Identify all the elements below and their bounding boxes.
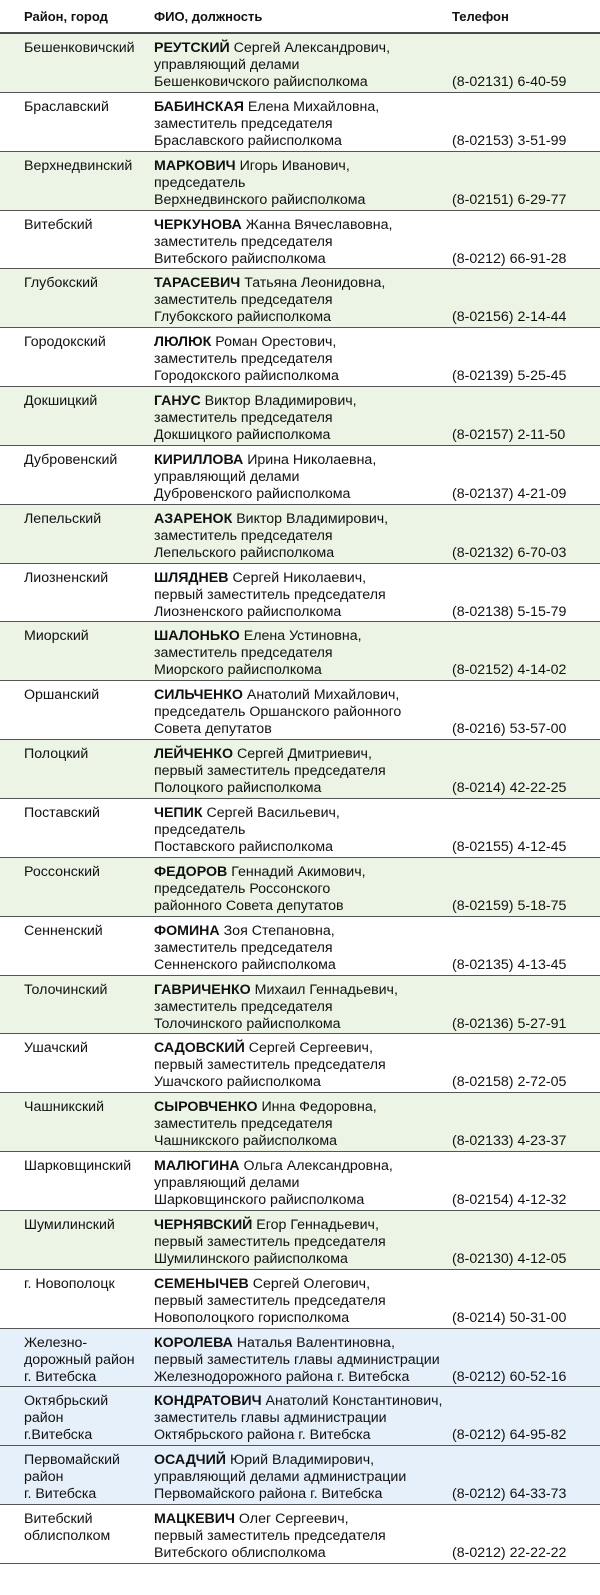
person-position: председатель Верхнедвинского райисполкома [154, 174, 366, 208]
phone-number: (8-0212) 64-95-82 [452, 1427, 567, 1444]
phone-number: (8-02151) 6-29-77 [452, 191, 567, 208]
person-cell: ЧЕРКУНОВА Жанна Вячеславовна, заместитель председателя Витебского райисполкома [154, 217, 454, 268]
person-given-name: Роман Орестович [215, 334, 333, 351]
district-name: Лепельский [24, 510, 102, 527]
person-cell: ЛЕЙЧЕНКО Сергей Дмитриевич, первый заместитель председателя Полоцкого райисполкома [154, 746, 454, 797]
person-position: заместитель председателя Глубокского райисполкома [154, 292, 333, 326]
district-name: Витебский [24, 216, 93, 233]
table-row [0, 799, 600, 858]
table-row [0, 1093, 600, 1152]
table-row [0, 93, 600, 152]
person-given-name: Егор Геннадьевич [256, 1216, 375, 1233]
table-row [0, 1329, 600, 1388]
table-row [0, 1446, 600, 1505]
person-surname: РЕУТСКИЙ [154, 40, 230, 56]
phone-number: (8-02159) 5-18-75 [452, 897, 567, 914]
column-header-phone: Телефон [452, 9, 509, 24]
district-name: Толочинский [24, 981, 108, 998]
person-cell: БАБИНСКАЯ Елена Михайловна, заместитель председателя Браславского райисполкома [154, 99, 454, 150]
table-row [0, 269, 600, 328]
phone-number: (8-0212) 66-91-28 [452, 250, 567, 267]
district-name: Витебский облисполком [24, 1511, 111, 1545]
person-surname: ТАРАСЕВИЧ [154, 275, 241, 292]
district-name: Шарковщинский [24, 1158, 132, 1175]
person-cell: ГАВРИЧЕНКО Михаил Геннадьевич, заместитель председателя Толочинского райисполкома [154, 982, 454, 1033]
table-row [0, 681, 600, 740]
person-given-name: Зоя Степановна [223, 922, 331, 939]
person-position: управляющий делами Шарковщинского райисполкома [154, 1175, 365, 1209]
phone-number: (8-02137) 4-21-09 [452, 485, 567, 502]
person-position: первый заместитель председателя Новополоцкого горисполкома [154, 1292, 386, 1326]
person-given-name: Ольга Александровна [243, 1158, 389, 1175]
table-row [0, 505, 600, 564]
district-name: Бешенковичский [24, 40, 135, 56]
table-row [0, 1034, 600, 1093]
person-position: председатель Россонского районного Совета депутатов [154, 880, 344, 914]
person-given-name: Ирина Николаевна [247, 451, 373, 468]
district-name: Поставский [24, 804, 100, 821]
person-cell: КОРОЛЕВА Наталья Валентиновна, первый заместитель главы администрации Железнодорожного района г. Витебска [154, 1335, 454, 1386]
phone-number: (8-0212) 22-22-22 [452, 1545, 567, 1562]
person-position: заместитель председателя Сенненского райисполкома [154, 939, 336, 973]
person-given-name: Анатолий Константинович [265, 1393, 439, 1410]
district-name: Дубровенский [24, 451, 118, 468]
district-name: Лиозненский [24, 569, 109, 586]
person-position: первый заместитель председателя Полоцкого райисполкома [154, 763, 386, 797]
person-given-name: Анатолий Михайлович [246, 687, 396, 704]
person-surname: СЕМЕНЫЧЕВ [154, 1275, 249, 1292]
person-given-name: Игорь Иванович [239, 157, 346, 174]
person-given-name: Сергей Сергеевич [248, 1040, 369, 1057]
phone-number: (8-02132) 6-70-03 [452, 544, 567, 561]
column-header-person: ФИО, должность [154, 9, 263, 24]
person-cell: ЧЕРНЯВСКИЙ Егор Геннадьевич, первый заместитель председателя Шумилинского райисполкома [154, 1217, 454, 1268]
person-given-name: Жанна Вячеславовна [245, 216, 389, 233]
person-surname: КИРИЛЛОВА [154, 451, 244, 468]
district-name: Ушачский [24, 1040, 88, 1057]
person-cell: АЗАРЕНОК Виктор Владимирович, заместитель председателя Лепельского райисполкома [154, 511, 454, 562]
district-name: Оршанский [24, 687, 100, 704]
person-surname: ЧЕРНЯВСКИЙ [154, 1216, 253, 1233]
phone-number: (8-0216) 53-57-00 [452, 721, 567, 738]
person-position: заместитель председателя Лепельского райисполкома [154, 527, 335, 561]
person-given-name: Олег Сергеевич [238, 1511, 345, 1528]
person-position: первый заместитель главы администрации Железнодорожного района г. Витебска [154, 1351, 440, 1385]
person-cell: ШЛЯДНЕВ Сергей Николаевич, первый заместитель председателя Лиозненского райисполкома [154, 570, 454, 621]
district-name: Чашникский [24, 1099, 105, 1116]
person-given-name: Сергей Николаевич [232, 569, 363, 586]
person-position: первый заместитель председателя Ушачского райисполкома [154, 1057, 386, 1091]
person-position: первый заместитель председателя Лиозненского райисполкома [154, 586, 386, 620]
person-position: управляющий делами Бешенковичского райисполкома [154, 57, 368, 90]
person-cell: ФОМИНА Зоя Степановна, заместитель председателя Сенненского райисполкома [154, 923, 454, 974]
person-position: заместитель председателя Браславского райисполкома [154, 115, 342, 149]
phone-number: (8-0214) 42-22-25 [452, 780, 567, 797]
table-row [0, 387, 600, 446]
table-row [0, 564, 600, 623]
person-given-name: Сергей Александрович [233, 40, 387, 56]
person-position: заместитель главы администрации Октябрьского района г. Витебска [154, 1410, 387, 1444]
person-cell: ТАРАСЕВИЧ Татьяна Леонидовна, заместитель председателя Глубокского райисполкома [154, 275, 454, 326]
table-row [0, 1152, 600, 1211]
person-surname: МАРКОВИЧ [154, 157, 236, 174]
phone-number: (8-02133) 4-23-37 [452, 1133, 567, 1150]
person-given-name: Михаил Геннадьевич [254, 981, 394, 998]
table-row [0, 1211, 600, 1270]
phone-number: (8-0212) 60-52-16 [452, 1368, 567, 1385]
person-cell: МАЛЮГИНА Ольга Александровна, управляющий делами Шарковщинского райисполкома [154, 1158, 454, 1209]
person-position: первый заместитель председателя Шумилинского райисполкома [154, 1233, 386, 1267]
phone-number: (8-02138) 5-15-79 [452, 603, 567, 620]
person-surname: ОСАДЧИЙ [154, 1452, 226, 1469]
person-surname: МАЦКЕВИЧ [154, 1511, 235, 1528]
person-position: заместитель председателя Городокского райисполкома [154, 351, 339, 385]
table-row [0, 622, 600, 681]
person-surname: ФЕДОРОВ [154, 863, 228, 880]
person-cell: ЧЕПИК Сергей Васильевич, председатель Поставского райисполкома [154, 805, 454, 856]
person-given-name: Инна Федоровна [261, 1099, 373, 1116]
district-name: Городокский [24, 334, 106, 351]
person-position: управляющий делами администрации Первомайского района г. Витебска [154, 1469, 407, 1503]
person-given-name: Виктор Владимирович [204, 393, 353, 410]
person-cell: ОСАДЧИЙ Юрий Владимирович, управляющий делами администрации Первомайского района г. Витебска [154, 1452, 454, 1503]
phone-number: (8-02135) 4-13-45 [452, 956, 567, 973]
person-given-name: Сергей Васильевич [206, 804, 336, 821]
person-surname: КОРОЛЕВА [154, 1334, 233, 1351]
district-name: Октябрьский район г.Витебска [24, 1393, 109, 1444]
district-name: г. Новополоцк [24, 1275, 115, 1292]
table-row [0, 976, 600, 1035]
person-position: заместитель председателя Витебского райисполкома [154, 233, 333, 267]
district-name: Верхнедвинский [24, 157, 133, 174]
table-row [0, 34, 600, 93]
table-row [0, 328, 600, 387]
person-surname: ГАВРИЧЕНКО [154, 981, 251, 998]
person-cell: КОНДРАТОВИЧ Анатолий Константинович, заместитель главы администрации Октябрьского района г. Витебска [154, 1393, 454, 1444]
district-name: Браславский [24, 98, 109, 115]
district-name: Россонский [24, 863, 100, 880]
phone-number: (8-0212) 64-33-73 [452, 1486, 567, 1503]
district-name: Шумилинский [24, 1216, 115, 1233]
person-surname: ШАЛОНЬКО [154, 628, 240, 645]
person-surname: МАЛЮГИНА [154, 1158, 240, 1175]
phone-number: (8-02155) 4-12-45 [452, 838, 567, 855]
person-position: председатель Поставского райисполкома [154, 821, 333, 855]
person-given-name: Сергей Дмитриевич [236, 746, 368, 763]
table-row [0, 740, 600, 799]
person-position: заместитель председателя Толочинского райисполкома [154, 998, 341, 1032]
person-surname: КОНДРАТОВИЧ [154, 1393, 262, 1410]
person-surname: ЛЮЛЮК [154, 334, 212, 351]
person-surname: ЛЕЙЧЕНКО [154, 746, 233, 763]
person-given-name: Юрий Владимирович [229, 1452, 371, 1469]
person-cell: ФЕДОРОВ Геннадий Акимович, председатель Россонского районного Совета депутатов [154, 864, 454, 915]
table-row [0, 152, 600, 211]
person-cell: СЫРОВЧЕНКО Инна Федоровна, заместитель председателя Чашникского райисполкома [154, 1099, 454, 1150]
person-surname: БАБИНСКАЯ [154, 98, 244, 115]
person-surname: САДОВСКИЙ [154, 1040, 245, 1057]
person-cell: МАЦКЕВИЧ Олег Сергеевич, первый заместитель председателя Витебского облисполкома [154, 1511, 454, 1562]
table-row [0, 1387, 600, 1446]
table-row [0, 858, 600, 917]
person-position: первый заместитель председателя Витебского облисполкома [154, 1528, 386, 1562]
district-name: Первомайский район г. Витебска [24, 1452, 120, 1503]
person-cell: МАРКОВИЧ Игорь Иванович, председатель Верхнедвинского райисполкома [154, 158, 454, 209]
person-cell: РЕУТСКИЙ Сергей Александрович, управляющий делами Бешенковичского райисполкома [154, 40, 454, 91]
table-row [0, 446, 600, 505]
table-row [0, 917, 600, 976]
person-cell: ШАЛОНЬКО Елена Устиновна, заместитель председателя Миорского райисполкома [154, 628, 454, 679]
table-row [0, 1270, 600, 1329]
table-row [0, 211, 600, 270]
district-name: Глубокский [24, 275, 98, 292]
table-header [0, 0, 600, 34]
person-surname: ЧЕПИК [154, 804, 203, 821]
person-position: управляющий делами Дубровенского райисполкома [154, 468, 351, 502]
person-position: заместитель председателя Миорского райисполкома [154, 645, 333, 679]
phone-number: (8-02158) 2-72-05 [452, 1074, 567, 1091]
table-body [0, 34, 600, 1564]
person-given-name: Виктор Владимирович [236, 510, 385, 527]
phone-number: (8-02136) 5-27-91 [452, 1015, 567, 1032]
person-position: председатель Оршанского районного Совета депутатов [154, 704, 402, 738]
phone-number: (8-0214) 50-31-00 [452, 1309, 567, 1326]
person-given-name: Геннадий Акимович [231, 863, 362, 880]
person-given-name: Елена Устиновна [243, 628, 358, 645]
district-name: Железно- дорожный район г. Витебска [24, 1334, 135, 1385]
person-position: заместитель председателя Докшицкого райисполкома [154, 410, 333, 444]
person-position: заместитель председателя Чашникского райисполкома [154, 1116, 338, 1150]
person-surname: СЫРОВЧЕНКО [154, 1099, 258, 1116]
phone-number: (8-02153) 3-51-99 [452, 132, 567, 149]
phone-number: (8-02154) 4-12-32 [452, 1192, 567, 1209]
person-cell: СИЛЬЧЕНКО Анатолий Михайлович, председатель Оршанского районного Совета депутатов [154, 687, 454, 738]
person-surname: ЧЕРКУНОВА [154, 216, 242, 233]
district-name: Полоцкий [24, 746, 89, 763]
person-surname: ШЛЯДНЕВ [154, 569, 229, 586]
person-cell: СЕМЕНЫЧЕВ Сергей Олегович, первый заместитель председателя Новополоцкого горисполкома [154, 1276, 454, 1327]
person-surname: СИЛЬЧЕНКО [154, 687, 243, 704]
person-given-name: Сергей Олегович [252, 1275, 367, 1292]
person-cell: КИРИЛЛОВА Ирина Николаевна, управляющий делами Дубровенского райисполкома [154, 452, 454, 503]
column-header-district: Район, город [24, 9, 108, 24]
district-name: Сенненский [24, 922, 103, 939]
phone-number: (8-02156) 2-14-44 [452, 309, 567, 326]
person-given-name: Елена Михайловна [247, 98, 376, 115]
phone-number: (8-02130) 4-12-05 [452, 1250, 567, 1267]
district-name: Миорский [24, 628, 89, 645]
phone-number: (8-02152) 4-14-02 [452, 662, 567, 679]
person-given-name: Наталья Валентиновна [236, 1334, 391, 1351]
person-cell: ГАНУС Виктор Владимирович, заместитель председателя Докшицкого райисполкома [154, 393, 454, 444]
phone-number: (8-02131) 6-40-59 [452, 74, 567, 90]
phone-number: (8-02139) 5-25-45 [452, 368, 567, 385]
person-cell: САДОВСКИЙ Сергей Сергеевич, первый заместитель председателя Ушачского райисполкома [154, 1040, 454, 1091]
person-cell: ЛЮЛЮК Роман Орестович, заместитель председателя Городокского райисполкома [154, 334, 454, 385]
person-surname: АЗАРЕНОК [154, 510, 233, 527]
table-row [0, 1505, 600, 1564]
person-given-name: Татьяна Леонидовна [244, 275, 382, 292]
person-surname: ГАНУС [154, 393, 201, 410]
person-surname: ФОМИНА [154, 922, 220, 939]
phone-number: (8-02157) 2-11-50 [452, 427, 566, 444]
district-name: Докшицкий [24, 393, 98, 410]
